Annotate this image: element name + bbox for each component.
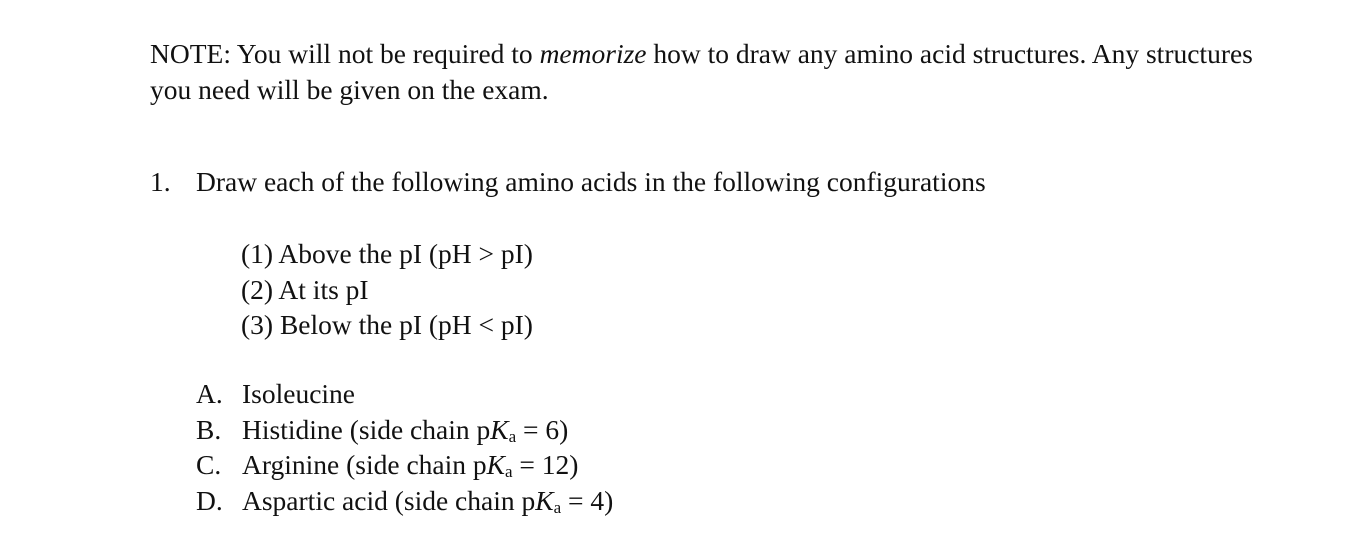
pka-symbol: K — [490, 413, 509, 445]
pka-symbol: K — [486, 449, 505, 480]
pka-subscript: a — [553, 497, 562, 517]
question-number: 1. — [150, 166, 171, 197]
pka-prefix: (side chain p — [346, 449, 487, 480]
configuration-item: (3) Below the pI (pH < pI) — [241, 309, 533, 340]
pka-value: = 4) — [561, 484, 614, 516]
amino-acid-list — [196, 376, 613, 518]
pka-subscript: a — [508, 426, 517, 446]
note-emphasis: memorize — [539, 38, 647, 69]
item-letter: C. — [196, 449, 222, 480]
amino-acid-item — [196, 447, 613, 483]
side-chain-pka — [395, 485, 614, 516]
item-letter: B. — [196, 413, 222, 445]
amino-acid-item — [196, 412, 613, 448]
amino-acid-name: Histidine — [242, 413, 350, 445]
question-text: Draw each of the following amino acids in the following configurations — [196, 166, 986, 197]
note-suffix: how to draw any amino acid structures. Any structures you need will be given on the exam. — [150, 38, 1253, 105]
side-chain-pka — [346, 449, 578, 480]
note-paragraph — [150, 36, 1280, 108]
question-1 — [150, 164, 986, 200]
configuration-item: (1) Above the pI (pH > pI) — [241, 238, 533, 269]
pka-prefix: (side chain p — [349, 413, 491, 445]
configuration-list — [241, 236, 533, 343]
configuration-item: (2) At its pI — [241, 273, 369, 305]
pka-subscript: a — [505, 462, 513, 481]
amino-acid-name: Arginine — [242, 449, 347, 480]
item-letter: D. — [196, 484, 223, 516]
item-letter: A. — [196, 378, 223, 409]
pka-value: = 6) — [516, 413, 569, 445]
amino-acid-item — [196, 376, 613, 412]
pka-symbol: K — [535, 484, 554, 516]
note-prefix: NOTE: You will not be required to — [150, 38, 540, 69]
pka-value: = 12) — [512, 449, 579, 480]
pka-prefix: (side chain p — [394, 484, 536, 516]
amino-acid-name: Aspartic acid — [242, 484, 395, 516]
amino-acid-item — [196, 483, 613, 519]
side-chain-pka — [350, 414, 569, 445]
amino-acid-name: Isoleucine — [242, 378, 356, 409]
